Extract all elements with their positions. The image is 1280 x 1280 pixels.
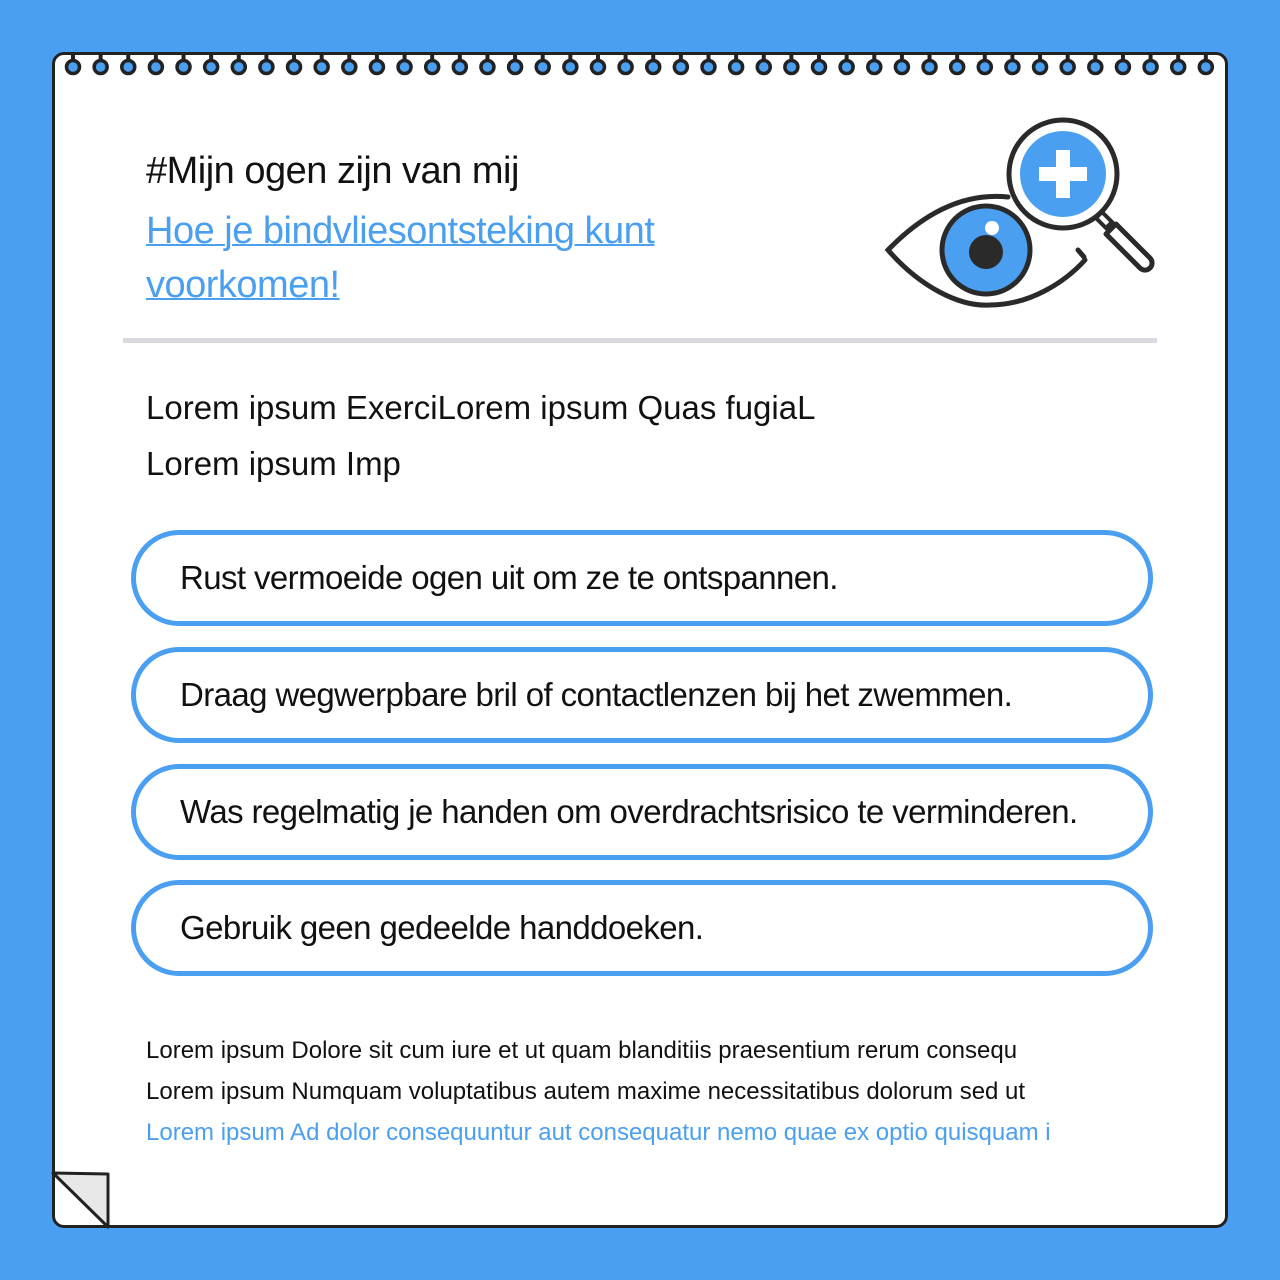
- footer-text: [146, 1030, 1051, 1153]
- tip-text: Draag wegwerpbare bril of contactlenzen bij het zwemmen.: [180, 676, 1013, 713]
- spiral-ring-icon: [122, 61, 135, 74]
- spiral-ring-icon: [509, 61, 522, 74]
- spiral-ring-icon: [343, 61, 356, 74]
- spiral-ring-icon: [67, 61, 80, 74]
- spiral-ring-icon: [260, 61, 273, 74]
- eye-magnifier-icon: [880, 112, 1170, 312]
- tip-item: [131, 880, 1153, 976]
- spiral-ring-icon: [370, 61, 383, 74]
- spiral-ring-icon: [1144, 61, 1157, 74]
- spiral-ring-icon: [1116, 61, 1129, 74]
- spiral-ring-icon: [895, 61, 908, 74]
- spiral-ring-icon: [398, 61, 411, 74]
- spiral-ring-icon: [923, 61, 936, 74]
- spiral-ring-icon: [1172, 61, 1185, 74]
- divider: [123, 338, 1157, 343]
- spiral-ring-icon: [315, 61, 328, 74]
- spiral-ring-icon: [702, 61, 715, 74]
- spiral-ring-icon: [1034, 61, 1047, 74]
- spiral-ring-icon: [591, 61, 604, 74]
- tip-text: Gebruik geen gedeelde handdoeken.: [180, 909, 704, 946]
- spiral-ring-icon: [647, 61, 660, 74]
- spiral-ring-icon: [453, 61, 466, 74]
- spiral-ring-icon: [1006, 61, 1019, 74]
- spiral-ring-icon: [177, 61, 190, 74]
- tip-item: [131, 764, 1153, 860]
- footer-link-line[interactable]: Lorem ipsum Ad dolor consequuntur aut consequatur nemo quae ex optio quisquam i: [146, 1119, 1051, 1146]
- spiral-ring-icon: [978, 61, 991, 74]
- intro-line: Lorem ipsum Imp: [146, 445, 401, 482]
- spiral-ring-icon: [232, 61, 245, 74]
- spiral-ring-icon: [481, 61, 494, 74]
- spiral-ring-icon: [1199, 61, 1212, 74]
- spiral-binding: [0, 0, 1280, 90]
- spiral-ring-icon: [757, 61, 770, 74]
- spiral-ring-icon: [94, 61, 107, 74]
- intro-text: [146, 380, 815, 492]
- spiral-ring-icon: [536, 61, 549, 74]
- spiral-ring-icon: [205, 61, 218, 74]
- spiral-ring-icon: [868, 61, 881, 74]
- folded-corner-icon: [50, 1170, 112, 1230]
- intro-line: Lorem ipsum ExerciLorem ipsum Quas fugiaL: [146, 389, 816, 426]
- tip-item: [131, 530, 1153, 626]
- spiral-ring-icon: [730, 61, 743, 74]
- spiral-ring-icon: [149, 61, 162, 74]
- spiral-ring-icon: [1061, 61, 1074, 74]
- spiral-ring-icon: [840, 61, 853, 74]
- spiral-ring-icon: [619, 61, 632, 74]
- footer-line: Lorem ipsum Dolore sit cum iure et ut quam blanditiis praesentium rerum consequ: [146, 1037, 1018, 1064]
- footer-line: Lorem ipsum Numquam voluptatibus autem maxime necessitatibus dolorum sed ut: [146, 1078, 1026, 1105]
- spiral-ring-icon: [813, 61, 826, 74]
- title-link[interactable]: Hoe je bindvliesontsteking kunt voorkomen!: [146, 210, 655, 306]
- spiral-ring-icon: [951, 61, 964, 74]
- spiral-ring-icon: [288, 61, 301, 74]
- spiral-ring-icon: [674, 61, 687, 74]
- hashtag-heading: #Mijn ogen zijn van mij: [146, 150, 519, 192]
- tip-text: Was regelmatig je handen om overdrachtsrisico te verminderen.: [180, 793, 1078, 830]
- spiral-ring-icon: [426, 61, 439, 74]
- tip-text: Rust vermoeide ogen uit om ze te ontspannen.: [180, 559, 838, 596]
- spiral-ring-icon: [1089, 61, 1102, 74]
- spiral-ring-icon: [785, 61, 798, 74]
- spiral-ring-icon: [564, 61, 577, 74]
- tip-item: [131, 647, 1153, 743]
